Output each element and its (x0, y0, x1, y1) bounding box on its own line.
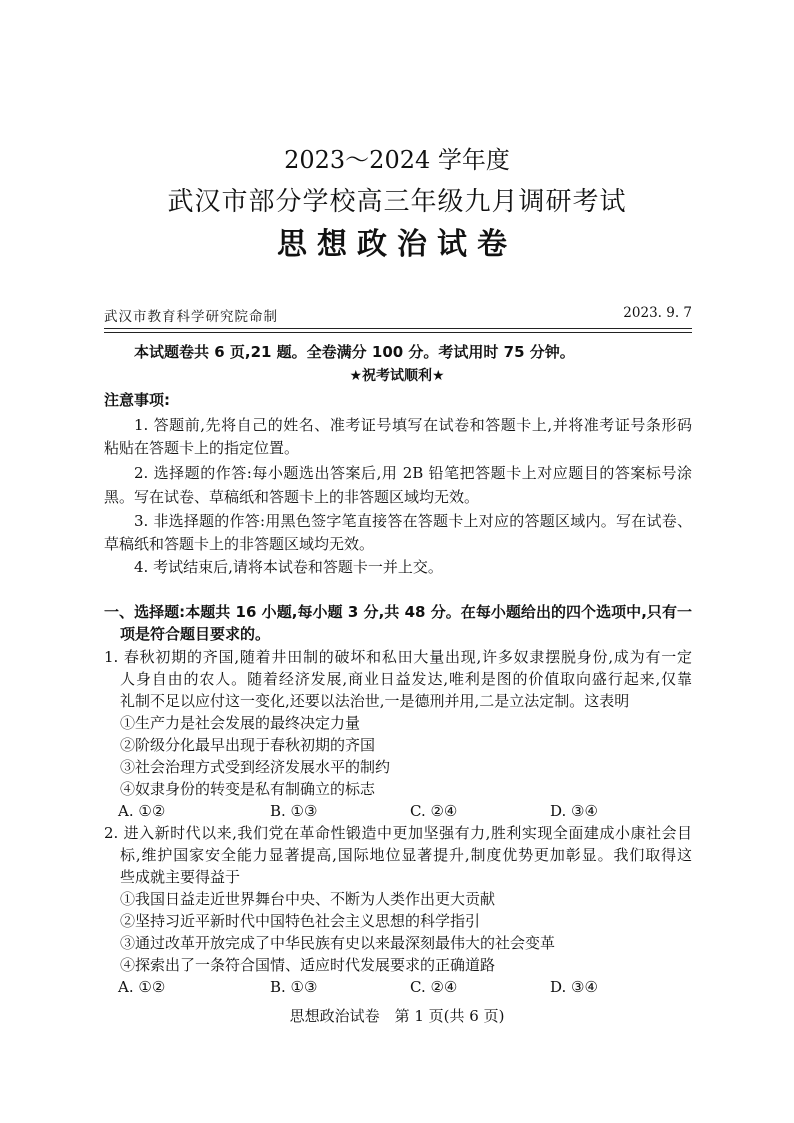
note-line: 草稿纸和答题卡上的非答题区域均无效。 (104, 535, 375, 553)
question-stem: 标,维护国家安全能力显著提高,国际地位显著提升,制度优势更加彰显。我们取得这 (120, 846, 692, 864)
subject-title: 思想政治试卷 (277, 227, 517, 262)
note-line: 3. 非选择题的作答:用黑色签字笔直接答在答题卡上对应的答题区域内。写在试卷、 (134, 512, 692, 530)
exam-name: 武汉市部分学校高三年级九月调研考试 (167, 187, 627, 217)
school-year: 2023～2024 学年度 (284, 146, 510, 174)
page-footer: 思想政治试卷 第 1 页(共 6 页) (289, 1007, 505, 1025)
option-c: C. ②④ (410, 978, 458, 996)
statement: ④奴隶身份的转变是私有制确立的标志 (120, 780, 376, 798)
note-line: 黑。写在试卷、草稿纸和答题卡上的非答题区域均无效。 (104, 488, 480, 506)
option-a: A. ①② (118, 802, 166, 820)
statement: ①我国日益走近世界舞台中央、不断为人类作出更大贡献 (120, 890, 496, 908)
note-line: 粘贴在答题卡上的指定位置。 (104, 439, 300, 457)
option-a: A. ①② (118, 978, 166, 996)
exam-intro: 本试题卷共 6 页,21 题。全卷满分 100 分。考试用时 75 分钟。 (134, 343, 575, 361)
blessing: ★祝考试顺利★ (349, 368, 445, 384)
option-d: D. ③④ (550, 802, 598, 820)
question-stem: 人身自由的农人。随着经济发展,商业日益发达,唯利是图的价值取向盛行起来,仅靠 (120, 670, 692, 688)
notes-heading: 注意事项: (104, 391, 170, 409)
option-d: D. ③④ (550, 978, 598, 996)
exam-date: 2023. 9. 7 (623, 305, 692, 321)
statement: ④探索出了一条符合国情、适应时代发展要求的正确道路 (120, 956, 496, 974)
note-line: 1. 答题前,先将自己的姓名、准考证号填写在试卷和答题卡上,并将准考证号条形码 (134, 416, 692, 434)
statement: ③社会治理方式受到经济发展水平的制约 (120, 758, 391, 776)
question-stem: 些成就主要得益于 (120, 868, 241, 886)
section-heading-cont: 项是符合题目要求的。 (120, 625, 271, 643)
option-b: B. ①③ (270, 802, 318, 820)
option-b: B. ①③ (270, 978, 318, 996)
note-line: 2. 选择题的作答:每小题选出答案后,用 2B 铅笔把答题卡上对应题目的答案标号涂 (134, 464, 692, 482)
issuer: 武汉市教育科学研究院命制 (104, 309, 278, 325)
statement: ①生产力是社会发展的最终决定力量 (120, 714, 361, 732)
statement: ③通过改革开放完成了中华民族有史以来最深刻最伟大的社会变革 (120, 934, 556, 952)
question-stem: 礼制不足以应付这一变化,还要以法治世,一是德刑并用,二是立法定制。这表明 (120, 692, 630, 710)
option-c: C. ②④ (410, 802, 458, 820)
section-heading: 一、选择题:本题共 16 小题,每小题 3 分,共 48 分。在每小题给出的四个选项中,只有一 (104, 603, 692, 621)
question-stem: 1. 春秋初期的齐国,随着井田制的破坏和私田大量出现,许多奴隶摆脱身份,成为有一定 (104, 648, 692, 666)
question-stem: 2. 进入新时代以来,我们党在革命性锻造中更加坚强有力,胜利实现全面建成小康社会目 (104, 824, 692, 842)
header-divider (104, 328, 692, 329)
header-divider-thin (104, 332, 692, 333)
statement: ②坚持习近平新时代中国特色社会主义思想的科学指引 (120, 912, 481, 930)
statement: ②阶级分化最早出现于春秋初期的齐国 (120, 736, 376, 754)
note-line: 4. 考试结束后,请将本试卷和答题卡一并上交。 (134, 558, 443, 576)
